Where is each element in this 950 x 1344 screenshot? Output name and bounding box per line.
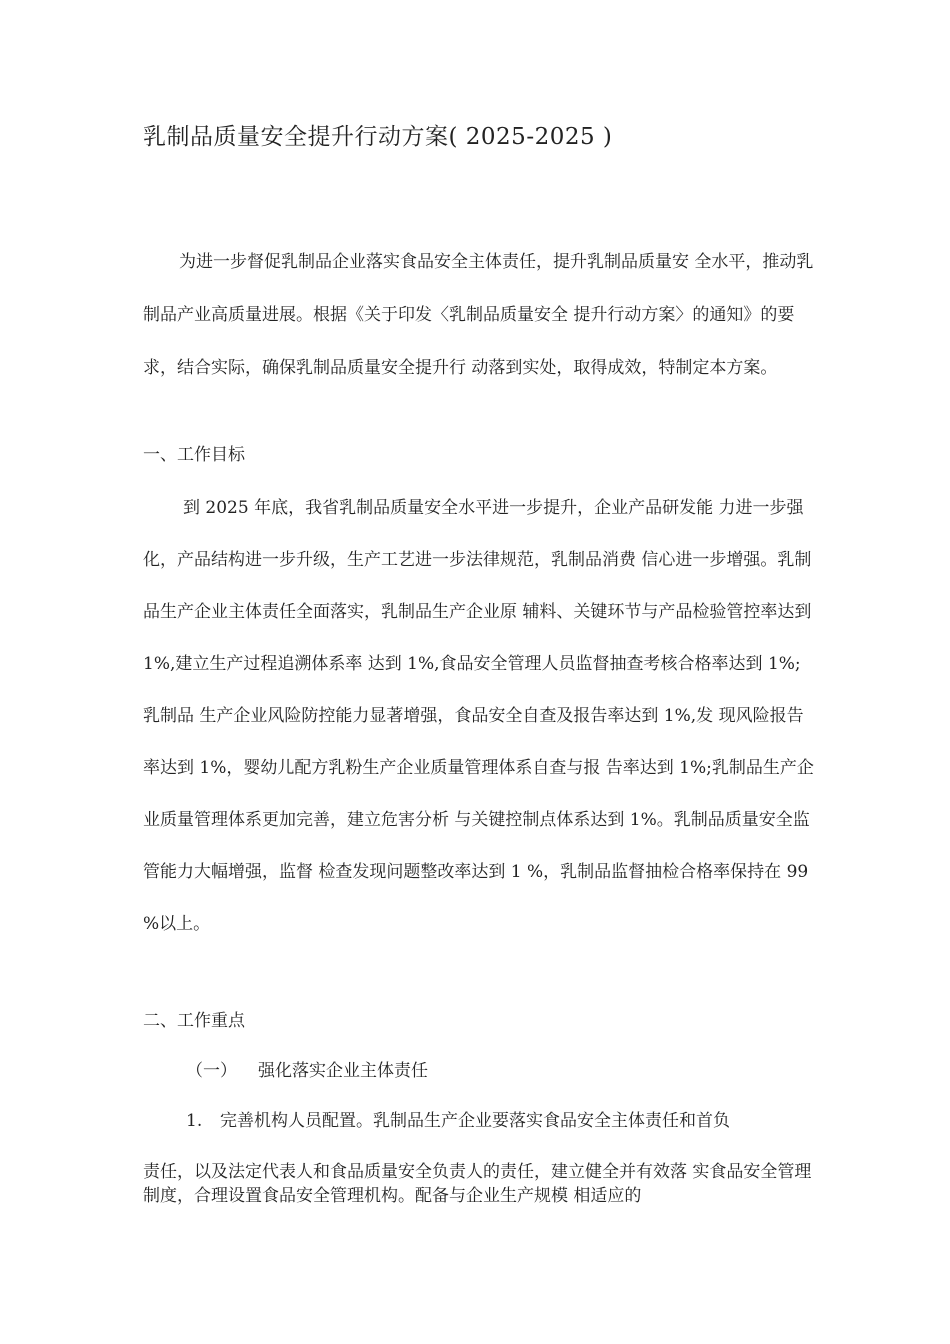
list-item-continuation: 责任，以及法定代表人和食品质量安全负责人的责任，建立健全并有效落 实食品安全管理制度，合理设置食品安全管理机构。配备与企业生产规模 相适应的 [143, 1162, 812, 1206]
section-heading-goals: 一、工作目标 [143, 445, 245, 465]
subsection-heading [186, 1056, 428, 1081]
list-item-text: 完善机构人员配置。乳制品生产企业要落实食品安全主体责任和首负 [220, 1111, 730, 1131]
list-item-heading [186, 1106, 730, 1131]
list-item-number: 1. [186, 1111, 203, 1131]
intro-paragraph: 为进一步督促乳制品企业落实食品安全主体责任，提升乳制品质量安 全水平，推动乳制品产业高质量进展。根据《关于印发〈乳制品质量安全 提升行动方案〉的通知》的要求，结合实际，确保乳制品质量安全提升行 动落到实处，取得成效，特制定本方案。 [143, 252, 814, 378]
subsection-number: （一） [186, 1061, 237, 1081]
section-heading-priorities: 二、工作重点 [143, 1011, 245, 1031]
subsection-title: 强化落实企业主体责任 [258, 1061, 428, 1081]
goals-paragraph: 到 2025 年底，我省乳制品质量安全水平进一步提升，企业产品研发能 力进一步强化，产品结构进一步升级，生产工艺进一步法律规范，乳制品消费 信心进一步增强。乳制品生产企业主体责任全面落实，乳制品生产企业原 辅料、关键环节与产品检验管控率达到 1%,建立生产过程追溯体系率 达到 1%,食品安全管理人员监督抽查考核合格率达到 1%;乳制品 生产企业风险防控能力显著增强，食品安全自查及报告率达到 1%,发 现风险报告率达到 1%，婴幼儿配方乳粉生产企业质量管理体系自查与报 告率达到 1%;乳制品生产企业质量管理体系更加完善，建立危害分析 与关键控制点体系达到 1%。乳制品质量安全监管能力大幅增强，监督 检查发现问题整改率达到 1 %，乳制品监督抽检合格率保持在 99 %以上。 [143, 498, 814, 934]
document-title: 乳制品质量安全提升行动方案( 2025-2025 ) [143, 124, 613, 150]
